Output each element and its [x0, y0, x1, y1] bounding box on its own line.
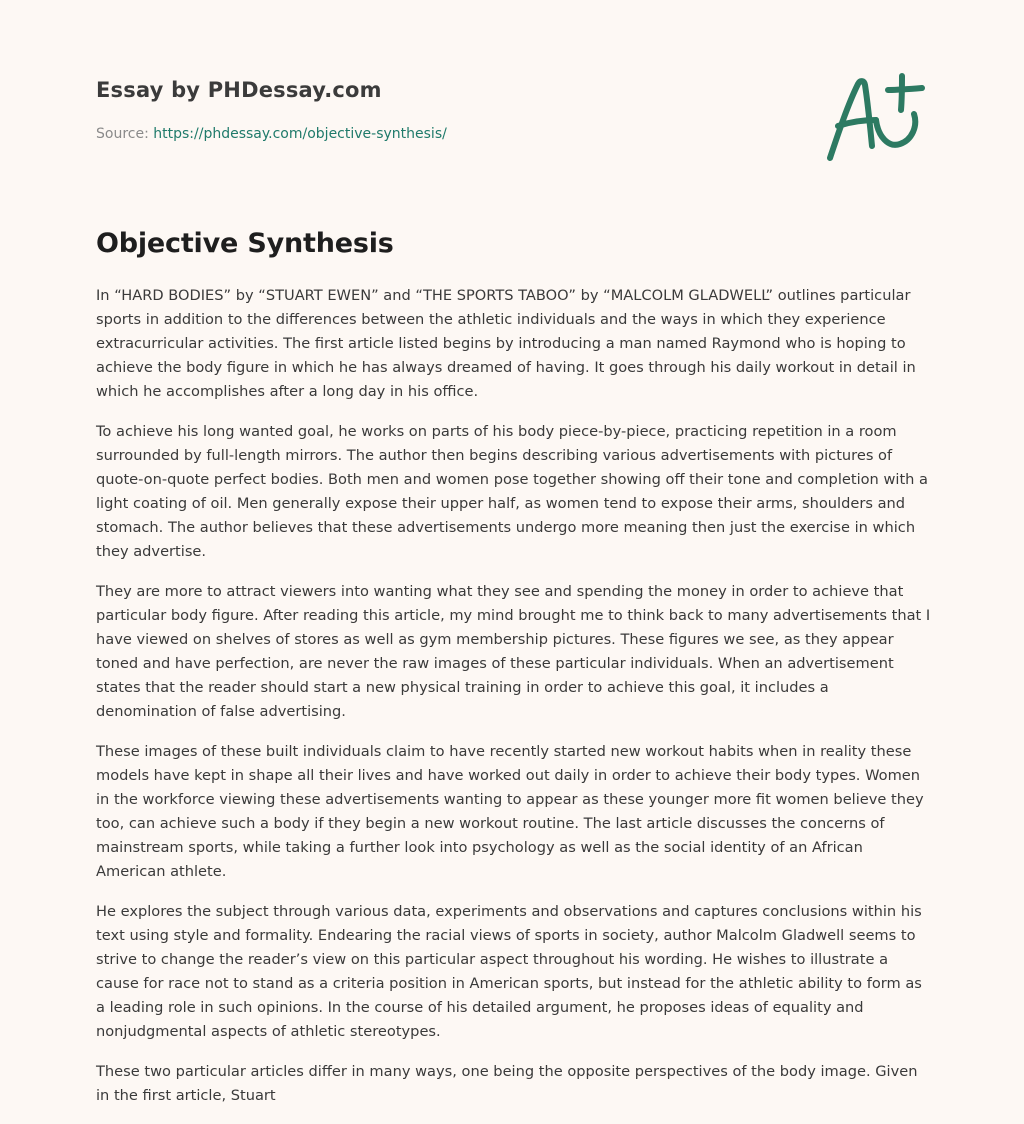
essay-title: Objective Synthesis: [96, 228, 394, 259]
essay-paragraph: They are more to attract viewers into wanting what they see and spending the money in order to achieve that particular body figure. After reading this article, my mind brought me to think back to many advertisements that I have viewed on shelves of stores as well as gym membership pictures. These figures we see, as they appear toned and have perfection, are never the raw images of these particular individuals. When an advertisement states that the reader should start a new physical training in order to achieve this goal, it includes a denomination of false advertising.: [96, 583, 931, 720]
essay-paragraph: To achieve his long wanted goal, he works on parts of his body piece-by-piece, practicing repetition in a room surrounded by full-length mirrors. The author then begins describing various advertisements with pictures of quote-on-quote perfect bodies. Both men and women pose together showing off their tone and completion with a light coating of oil. Men generally expose their upper half, as women tend to expose their arms, shoulders and stomach. The author believes that these advertisements undergo more meaning then just the exercise in which they advertise.: [96, 423, 928, 560]
essay-body: [96, 284, 932, 1124]
site-title: Essay by PHDessay.com: [96, 78, 382, 102]
essay-paragraph: He explores the subject through various data, experiments and observations and captures conclusions within his text using style and formality. Endearing the racial views of sports in society, author Malcolm Gladwell seems to strive to change the reader’s view on this particular aspect throughout his wording. He wishes to illustrate a cause for race not to stand as a criteria position in American sports, but instead for the athletic ability to form as a leading role in such opinions. In the course of his detailed argument, he proposes ideas of equality and nonjudgmental aspects of athletic stereotypes.: [96, 903, 922, 1040]
essay-paragraph: These two particular articles differ in many ways, one being the opposite perspectives of the body image. Given in the first article, Stuart: [96, 1063, 918, 1104]
source-line: [96, 124, 796, 144]
source-link[interactable]: https://phdessay.com/objective-synthesis/: [153, 126, 447, 142]
page-header: [96, 74, 796, 144]
a-plus-logo-icon: [818, 64, 934, 168]
source-label: Source:: [96, 126, 149, 142]
essay-paragraph: These images of these built individuals claim to have recently started new workout habits when in reality these models have kept in shape all their lives and have worked out daily in order to achieve their body types. Women in the workforce viewing these advertisements wanting to appear as these younger more fit women believe they too, can achieve such a body if they begin a new workout routine. The last article discusses the concerns of mainstream sports, while taking a further look into psychology as well as the social identity of an African American athlete.: [96, 743, 924, 880]
essay-paragraph: In “HARD BODIES” by “STUART EWEN” and “THE SPORTS TABOO” by “MALCOLM GLADWELL” outlines particular sports in addition to the differences between the athletic individuals and the ways in which they experience extracurricular activities. The first article listed begins by introducing a man named Raymond who is hoping to achieve the body figure in which he has always dreamed of having. It goes through his daily workout in detail in which he accomplishes after a long day in his office.: [96, 287, 916, 400]
